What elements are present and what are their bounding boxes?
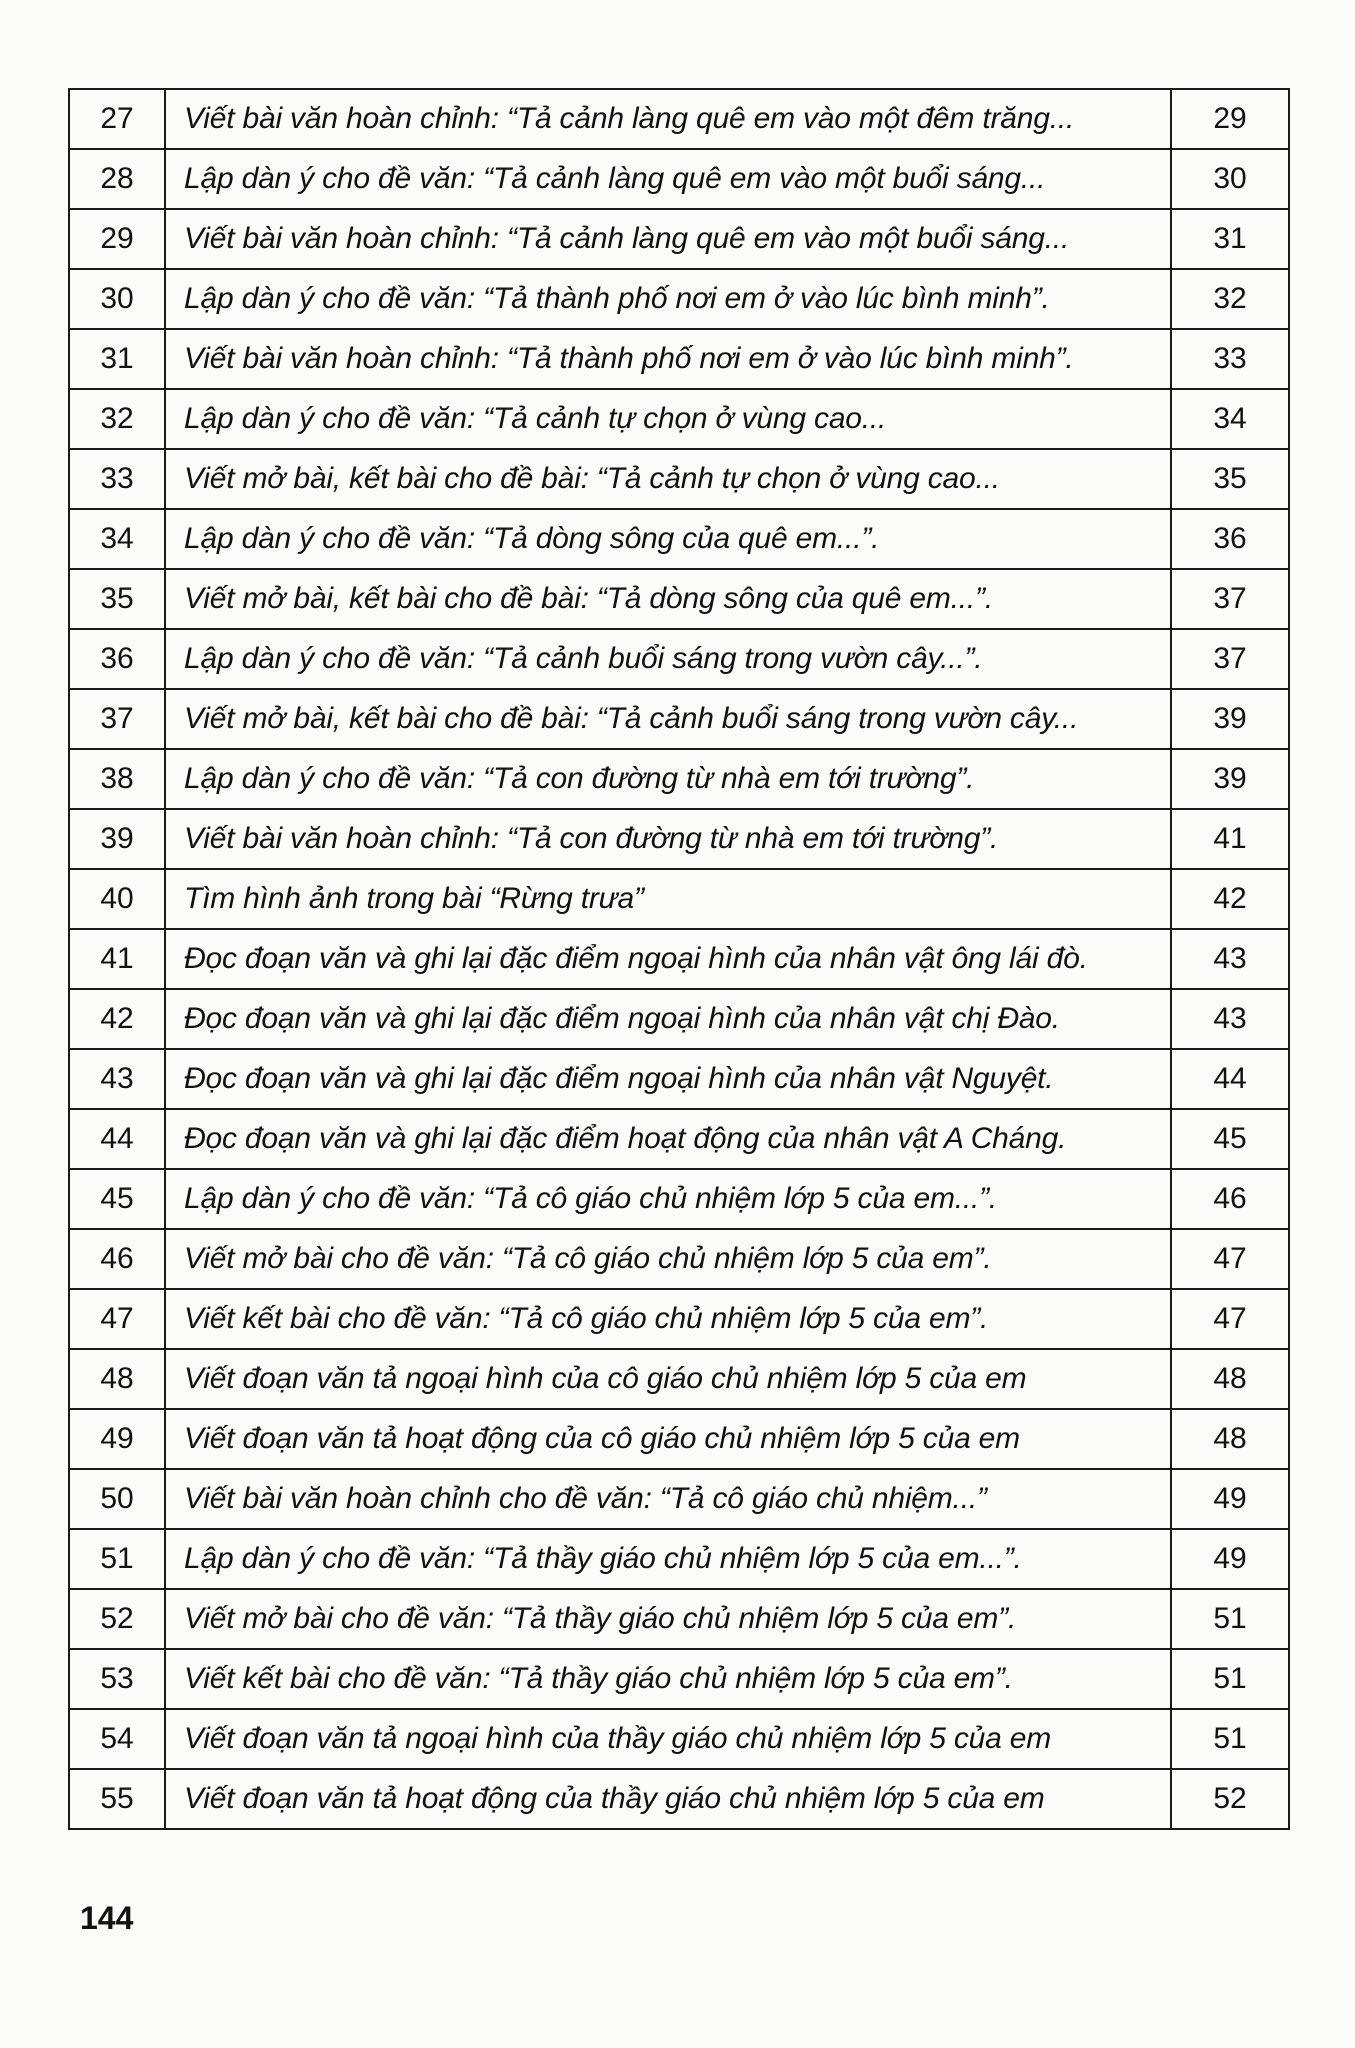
entry-number: 49	[69, 1409, 165, 1469]
entry-page: 43	[1171, 989, 1289, 1049]
table-row	[69, 149, 1289, 209]
entry-number: 30	[69, 269, 165, 329]
entry-page: 51	[1171, 1709, 1289, 1769]
table-row	[69, 1409, 1289, 1469]
entry-title: Lập dàn ý cho đề văn: “Tả thầy giáo chủ nhiệm lớp 5 của em...”.	[165, 1529, 1171, 1589]
table-row	[69, 1049, 1289, 1109]
table-row	[69, 1469, 1289, 1529]
entry-title: Viết đoạn văn tả hoạt động của cô giáo chủ nhiệm lớp 5 của em	[165, 1409, 1171, 1469]
entry-title: Lập dàn ý cho đề văn: “Tả cảnh tự chọn ở vùng cao...	[165, 389, 1171, 449]
entry-title: Viết đoạn văn tả ngoại hình của thầy giáo chủ nhiệm lớp 5 của em	[165, 1709, 1171, 1769]
table-row	[69, 329, 1289, 389]
entry-title: Đọc đoạn văn và ghi lại đặc điểm ngoại hình của nhân vật Nguyệt.	[165, 1049, 1171, 1109]
entry-title: Viết bài văn hoàn chỉnh: “Tả cảnh làng quê em vào một đêm trăng...	[165, 89, 1171, 149]
entry-title: Lập dàn ý cho đề văn: “Tả cảnh buổi sáng trong vườn cây...”.	[165, 629, 1171, 689]
entry-page: 45	[1171, 1109, 1289, 1169]
table-row	[69, 449, 1289, 509]
entry-number: 36	[69, 629, 165, 689]
table-row	[69, 1289, 1289, 1349]
entry-title: Viết bài văn hoàn chỉnh cho đề văn: “Tả cô giáo chủ nhiệm...”	[165, 1469, 1171, 1529]
table-row	[69, 869, 1289, 929]
entry-number: 48	[69, 1349, 165, 1409]
entry-title: Lập dàn ý cho đề văn: “Tả dòng sông của quê em...”.	[165, 509, 1171, 569]
entry-title: Tìm hình ảnh trong bài “Rừng trưa”	[165, 869, 1171, 929]
table-row	[69, 1529, 1289, 1589]
entry-page: 39	[1171, 749, 1289, 809]
entry-number: 43	[69, 1049, 165, 1109]
entry-number: 37	[69, 689, 165, 749]
table-row	[69, 1109, 1289, 1169]
entry-number: 28	[69, 149, 165, 209]
entry-title: Lập dàn ý cho đề văn: “Tả thành phố nơi em ở vào lúc bình minh”.	[165, 269, 1171, 329]
entry-page: 33	[1171, 329, 1289, 389]
entry-number: 27	[69, 89, 165, 149]
entry-number: 44	[69, 1109, 165, 1169]
table-row	[69, 569, 1289, 629]
entry-page: 36	[1171, 509, 1289, 569]
entry-page: 37	[1171, 569, 1289, 629]
entry-page: 44	[1171, 1049, 1289, 1109]
entry-number: 32	[69, 389, 165, 449]
entry-page: 29	[1171, 89, 1289, 149]
entry-number: 33	[69, 449, 165, 509]
entry-number: 31	[69, 329, 165, 389]
entry-page: 48	[1171, 1409, 1289, 1469]
entry-title: Viết kết bài cho đề văn: “Tả cô giáo chủ nhiệm lớp 5 của em”.	[165, 1289, 1171, 1349]
entry-title: Viết bài văn hoàn chỉnh: “Tả con đường từ nhà em tới trường”.	[165, 809, 1171, 869]
entry-page: 49	[1171, 1469, 1289, 1529]
entry-page: 47	[1171, 1229, 1289, 1289]
entry-number: 40	[69, 869, 165, 929]
entry-title: Viết mở bài, kết bài cho đề bài: “Tả cảnh tự chọn ở vùng cao...	[165, 449, 1171, 509]
entry-number: 51	[69, 1529, 165, 1589]
table-row	[69, 629, 1289, 689]
table-row	[69, 1769, 1289, 1829]
table-row	[69, 809, 1289, 869]
entry-page: 30	[1171, 149, 1289, 209]
table-row	[69, 509, 1289, 569]
entry-page: 51	[1171, 1589, 1289, 1649]
table-row	[69, 1649, 1289, 1709]
entry-title: Đọc đoạn văn và ghi lại đặc điểm ngoại hình của nhân vật ông lái đò.	[165, 929, 1171, 989]
entry-page: 51	[1171, 1649, 1289, 1709]
entry-number: 53	[69, 1649, 165, 1709]
entry-number: 34	[69, 509, 165, 569]
table-row	[69, 1229, 1289, 1289]
table-row	[69, 929, 1289, 989]
entry-number: 55	[69, 1769, 165, 1829]
entry-number: 45	[69, 1169, 165, 1229]
entry-title: Viết mở bài cho đề văn: “Tả thầy giáo chủ nhiệm lớp 5 của em”.	[165, 1589, 1171, 1649]
entry-number: 29	[69, 209, 165, 269]
entry-title: Viết mở bài, kết bài cho đề bài: “Tả cảnh buổi sáng trong vườn cây...	[165, 689, 1171, 749]
entry-page: 31	[1171, 209, 1289, 269]
entry-title: Viết kết bài cho đề văn: “Tả thầy giáo chủ nhiệm lớp 5 của em”.	[165, 1649, 1171, 1709]
table-row	[69, 1169, 1289, 1229]
entry-number: 39	[69, 809, 165, 869]
entry-page: 48	[1171, 1349, 1289, 1409]
entry-page: 42	[1171, 869, 1289, 929]
entry-number: 54	[69, 1709, 165, 1769]
entry-title: Viết đoạn văn tả hoạt động của thầy giáo chủ nhiệm lớp 5 của em	[165, 1769, 1171, 1829]
entry-title: Lập dàn ý cho đề văn: “Tả con đường từ nhà em tới trường”.	[165, 749, 1171, 809]
entry-title: Đọc đoạn văn và ghi lại đặc điểm ngoại hình của nhân vật chị Đào.	[165, 989, 1171, 1049]
entry-page: 37	[1171, 629, 1289, 689]
entry-page: 34	[1171, 389, 1289, 449]
entry-number: 46	[69, 1229, 165, 1289]
table-row	[69, 749, 1289, 809]
entry-number: 50	[69, 1469, 165, 1529]
table-row	[69, 89, 1289, 149]
table-row	[69, 1349, 1289, 1409]
entry-page: 47	[1171, 1289, 1289, 1349]
entry-title: Lập dàn ý cho đề văn: “Tả cô giáo chủ nhiệm lớp 5 của em...”.	[165, 1169, 1171, 1229]
entry-page: 52	[1171, 1769, 1289, 1829]
entry-title: Viết đoạn văn tả ngoại hình của cô giáo chủ nhiệm lớp 5 của em	[165, 1349, 1171, 1409]
table-of-contents	[68, 88, 1290, 1830]
table-row	[69, 989, 1289, 1049]
table-row	[69, 1709, 1289, 1769]
entry-number: 41	[69, 929, 165, 989]
entry-title: Lập dàn ý cho đề văn: “Tả cảnh làng quê em vào một buổi sáng...	[165, 149, 1171, 209]
toc-body	[69, 89, 1289, 1829]
entry-number: 52	[69, 1589, 165, 1649]
entry-page: 35	[1171, 449, 1289, 509]
table-row	[69, 209, 1289, 269]
entry-number: 38	[69, 749, 165, 809]
entry-page: 32	[1171, 269, 1289, 329]
table-row	[69, 1589, 1289, 1649]
entry-page: 46	[1171, 1169, 1289, 1229]
entry-number: 35	[69, 569, 165, 629]
entry-title: Đọc đoạn văn và ghi lại đặc điểm hoạt động của nhân vật A Cháng.	[165, 1109, 1171, 1169]
entry-number: 42	[69, 989, 165, 1049]
page-number: 144	[80, 1900, 134, 1936]
entry-title: Viết bài văn hoàn chỉnh: “Tả cảnh làng quê em vào một buổi sáng...	[165, 209, 1171, 269]
table-row	[69, 269, 1289, 329]
entry-page: 49	[1171, 1529, 1289, 1589]
entry-number: 47	[69, 1289, 165, 1349]
entry-title: Viết mở bài, kết bài cho đề bài: “Tả dòng sông của quê em...”.	[165, 569, 1171, 629]
entry-title: Viết bài văn hoàn chỉnh: “Tả thành phố nơi em ở vào lúc bình minh”.	[165, 329, 1171, 389]
entry-page: 41	[1171, 809, 1289, 869]
table-row	[69, 689, 1289, 749]
table-row	[69, 389, 1289, 449]
entry-page: 39	[1171, 689, 1289, 749]
entry-title: Viết mở bài cho đề văn: “Tả cô giáo chủ nhiệm lớp 5 của em”.	[165, 1229, 1171, 1289]
entry-page: 43	[1171, 929, 1289, 989]
